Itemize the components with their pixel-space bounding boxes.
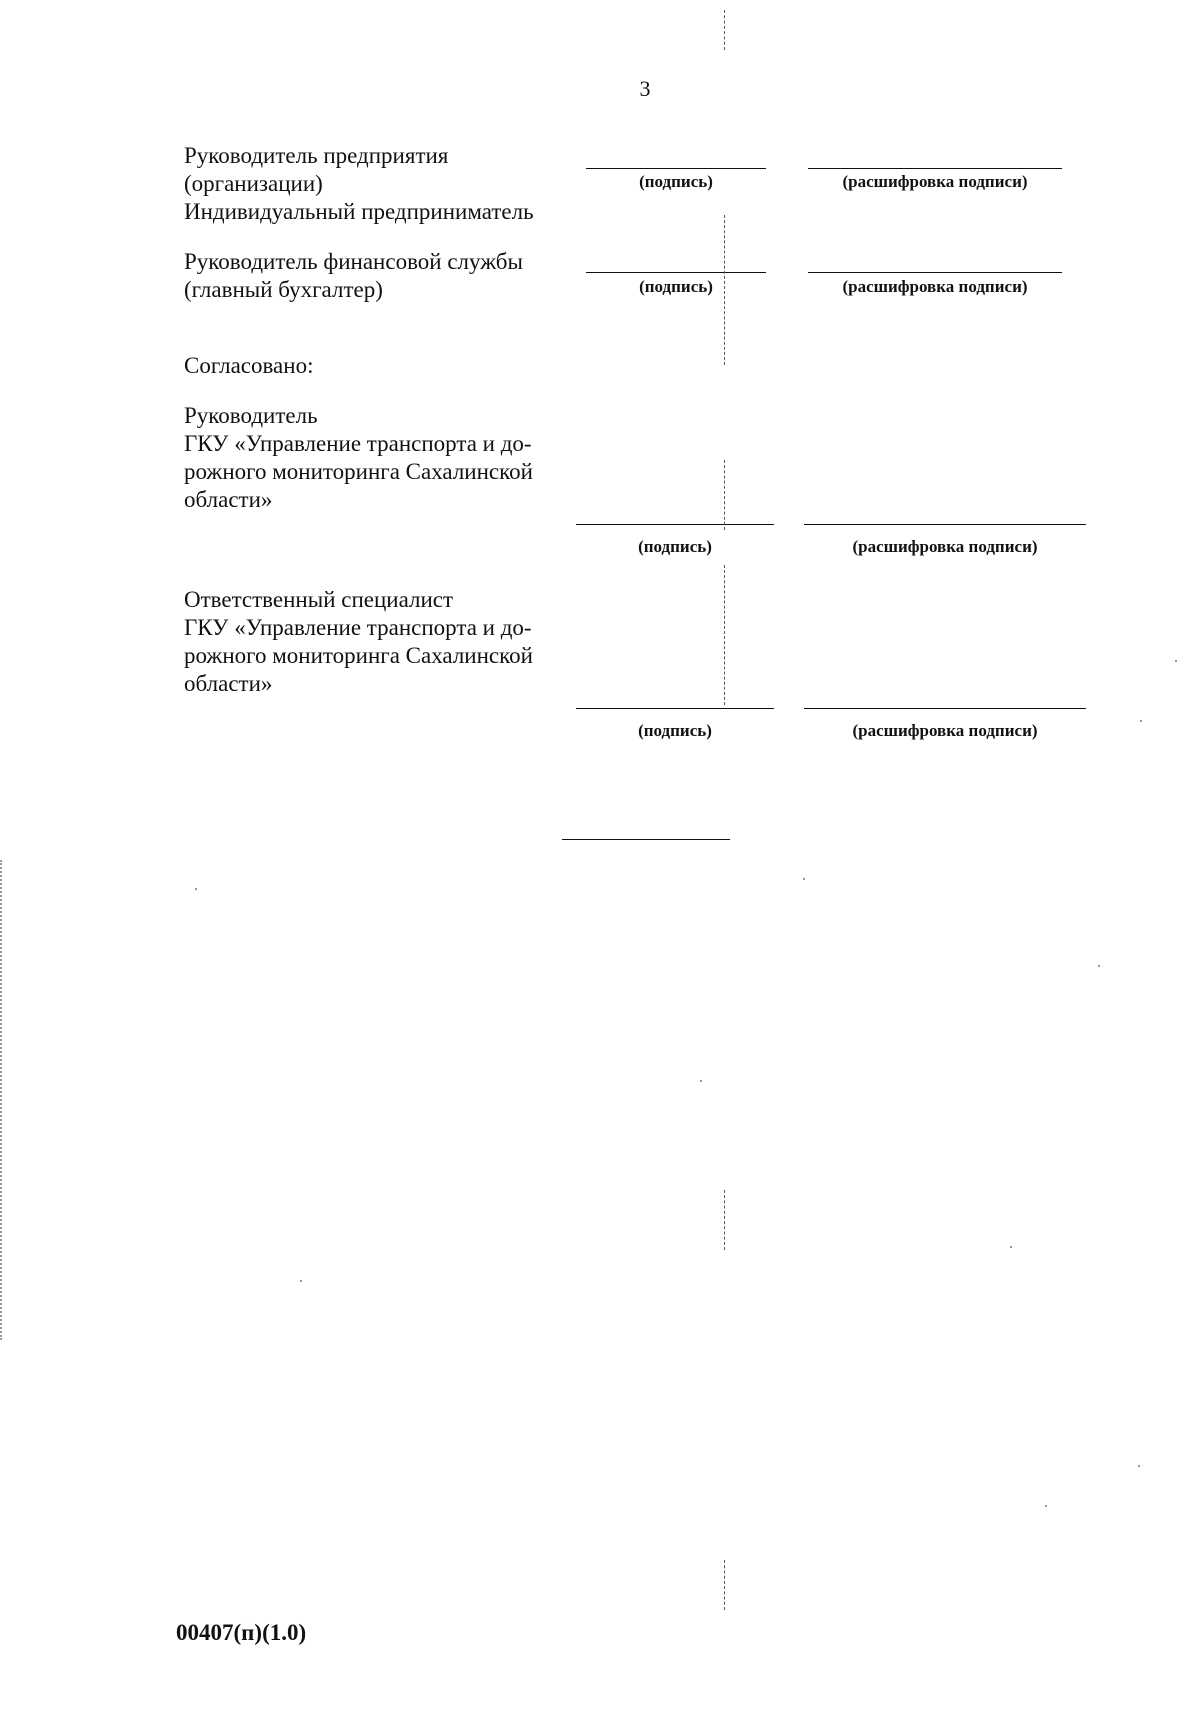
scan-fold-mark — [724, 460, 725, 530]
approver-title-line: рожного мониторинга Сахалинской — [184, 643, 533, 668]
page-number: 3 — [639, 76, 651, 101]
signature-caption: (подпись) — [639, 172, 713, 191]
scan-speck — [1175, 660, 1177, 662]
signature-caption: (подпись) — [639, 277, 713, 296]
signature-line — [586, 168, 766, 169]
signature-line — [586, 272, 766, 273]
signature-caption: (подпись) — [638, 537, 712, 556]
scan-fold-mark — [724, 10, 725, 50]
signatory-title-line: (организации) — [184, 171, 323, 196]
scan-speck — [195, 888, 197, 890]
document-code: 00407(п)(1.0) — [176, 1620, 307, 1645]
scan-speck — [1098, 965, 1100, 967]
scan-speck — [700, 1080, 702, 1082]
signature-line — [576, 524, 774, 525]
approver-title-1 — [184, 402, 533, 514]
signature-caption: (подпись) — [638, 721, 712, 740]
decoding-caption: (расшифровка подписи) — [852, 721, 1038, 740]
agreed-label: Согласовано: — [184, 353, 314, 378]
signatory-title-1 — [184, 142, 534, 226]
scan-speck — [1010, 1246, 1012, 1248]
decoding-caption: (расшифровка подписи) — [852, 537, 1038, 556]
scan-speck — [300, 1280, 302, 1282]
scan-fold-mark — [724, 1190, 725, 1250]
end-of-text-rule — [562, 839, 730, 840]
decoding-caption: (расшифровка подписи) — [842, 172, 1028, 191]
approver-title-line: Руководитель — [184, 403, 318, 428]
signatory-title-line: Руководитель предприятия — [184, 143, 449, 168]
signatory-title-line: Индивидуальный предприниматель — [184, 199, 534, 224]
signatory-title-2 — [184, 248, 523, 304]
scan-fold-mark — [724, 1560, 725, 1610]
scan-fold-mark — [724, 215, 725, 365]
decoding-caption: (расшифровка подписи) — [842, 277, 1028, 296]
signature-line — [576, 708, 774, 709]
signatory-title-line: Руководитель финансовой службы — [184, 249, 523, 274]
approver-title-line: Ответственный специалист — [184, 587, 454, 612]
decoding-line — [808, 272, 1062, 273]
approver-title-line: области» — [184, 671, 273, 696]
scan-speck — [1045, 1505, 1047, 1507]
scan-speck — [803, 878, 805, 880]
approver-title-line: ГКУ «Управление транспорта и до- — [184, 615, 532, 640]
approver-title-line: рожного мониторинга Сахалинской — [184, 459, 533, 484]
decoding-line — [804, 524, 1086, 525]
approver-title-line: области» — [184, 487, 273, 512]
scan-edge-mark — [0, 860, 2, 1340]
scan-speck — [1138, 1465, 1140, 1467]
decoding-line — [808, 168, 1062, 169]
decoding-line — [804, 708, 1086, 709]
signatory-title-line: (главный бухгалтер) — [184, 277, 383, 302]
scan-fold-mark — [724, 565, 725, 705]
approver-title-line: ГКУ «Управление транспорта и до- — [184, 431, 532, 456]
approver-title-2 — [184, 586, 533, 698]
scan-speck — [1140, 720, 1142, 722]
